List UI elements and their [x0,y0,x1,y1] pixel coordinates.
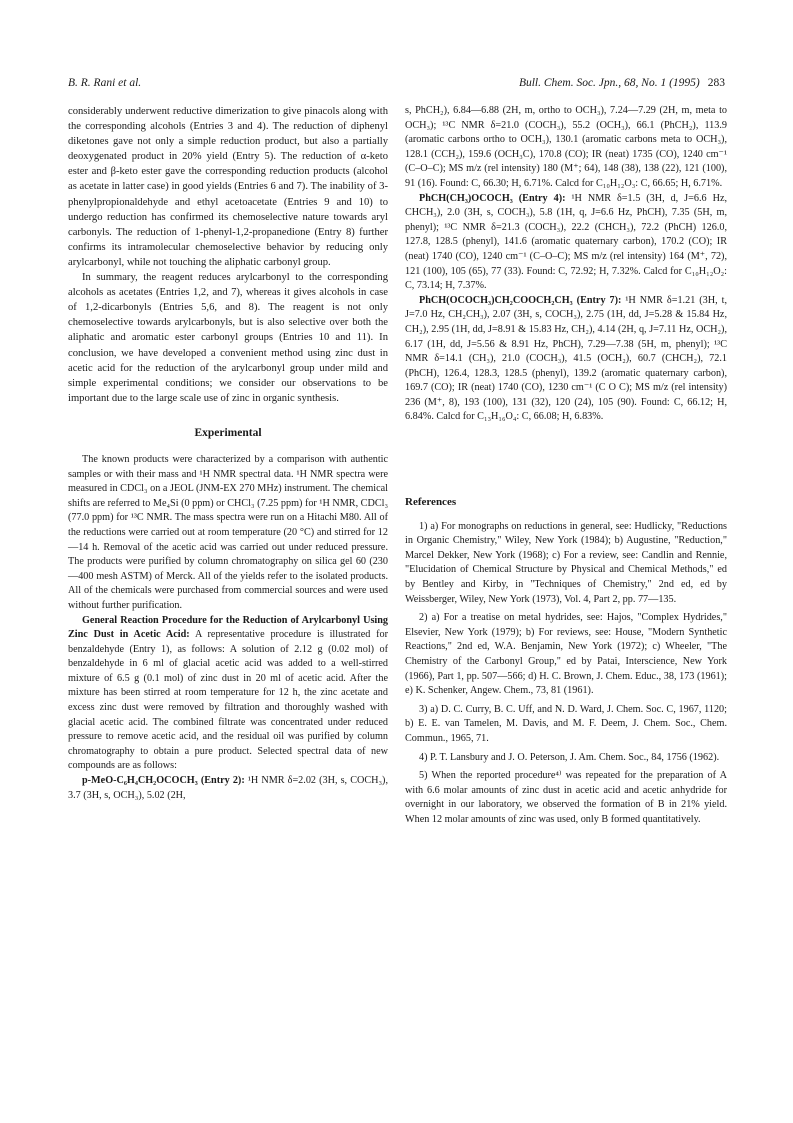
entry-4-heading: PhCH(CH₃)OCOCH₃ (Entry 4): [419,192,566,204]
entry-2-heading: p-MeO-C₆H₄CH₂OCOCH₃ (Entry 2): [82,775,245,787]
entry-2-text: ¹H NMR δ=2.02 (3H, s, COCH₃), 3.7 (3H, s, OCH₃), 5.02 (2H, [68,775,388,801]
running-header-authors: B. R. Rani et al. [68,77,142,89]
summary-paragraph: In summary, the reagent reduces arylcarbonyl to the corresponding alcohols as acetates (Entries 1,2, and 7), whereas it gives alcohols in case of 1,2-dicarbonyls (Entries 5,6, and 8). The reagent is not only chemoselective towards arylcarbonyls, but is also selective over both the aliphatic and aromatic ester carbonyl groups (Entries 10 and 11). In conclusion, we have developed a convenient method using zinc dust in acetic acid for the reduction of the arylcarbonyl group under mild and simple experimental conditions; we consider our observations to be important due to the large scale use of zinc in organic synthesis. [68,272,388,404]
entry-7-heading: PhCH(OCOCH₃)CH₂COOCH₂CH₃ (Entry 7): [419,294,622,306]
reference-4: 4) P. T. Lansbury and J. O. Peterson, J. Am. Chem. Soc., 84, 1756 (1962). [419,751,720,763]
body-paragraph-1: considerably underwent reductive dimerization to give pinacols along with the corresponding alcohols (Entries 3 and 4). The reduction of diphenyl diketones gave not only a simple reduction product, but also a partially deoxygenated product in 20% yield (Entry 5). The reduction of α-keto ester and β-keto ester gave the corresponding reduction products (alcohol as acetate in latter case) in good yields (Entries 6 and 7). The inability of 3-phenylpropionaldehyde and ethyl acetoacetate (Entries 9 and 10) to undergo reduction has confirmed its chemoselective nature towards aryl carbonyls. The reduction of 1-phenyl-1,2-propanedione (Entry 8) further confirms its intramolecular chemoselective behavior by reducing only arylcarbonyl, while not touching the aliphatic carbonyl group. [68,106,388,268]
entry-2-paragraph [68,774,388,803]
reference-1: 1) a) For monographs on reductions in general, see: Hudlicky, "Reductions in Organic Chemistry," Wiley, New York (1984); b) Augustine, "Reduction," Marcel Dekker, New York (1968); c) For a review, see: Candlin and Rennie, "Elucidation of Chemical Structure by Physical and Chemical Methods," ed by Bentley and Kirby, in "Techniques of Chemistry," 2nd ed, ed by Weissberger, Wiley, New York (1973), Vol. 4, Part 2, pp. 77—135. [405,520,727,605]
page-number: 283 [707,77,725,89]
entry-7-text: ¹H NMR δ=1.21 (3H, t, J=7.0 Hz, CH₂CH₃), 2.07 (3H, s, COCH₃), 2.75 (1H, dd, J=5.28 & 15.84 Hz, CH₂), 2.95 (1H, dd, J=8.91 & 15.83 Hz, CH₂), 4.14 (2H, q, J=7.11 Hz, OCH₂), 6.17 (1H, dd, J=5.56 & 8.91 Hz, PhCH), 7.29—7.38 (5H, m, phenyl); ¹³C NMR δ=14.1 (CH₃), 21.0 (COCH₃), 41.5 (OCH₂), 60.7 (CHCH₂), 72.1 (PhCH), 126.4, 128.3, 128.5 (phenyl), 139.2 (aromatic quaternary carbon), 169.7 (CO); IR (neat) 1740 (CO), 1230 cm⁻¹ (C O C); MS m/z (rel intensity) 236 (M⁺, 8), 193 (100), 131 (32), 120 (24), 105 (90). Found: C, 66.12; H, 6.84%. Calcd for C₁₃H₁₆O₄: C, 66.08; H, 6.83%. [405,294,727,423]
running-header-journal [420,77,725,89]
general-procedure-paragraph [68,614,388,775]
reference-2: 2) a) For a treatise on metal hydrides, see: Hajos, "Complex Hydrides," Elsevier, New York (1979); b) For reviews, see: House, "Modern Synthetic Reactions," 2nd ed, W.A. Benjamin, New York (1972); c) Wheeler, "The Chemistry of the Carbonyl Group," ed by Patai, Interscience, New York (1966), Part 1, pp. 507—566; d) H. C. Brown, J. Chem. Educ., 38, 173 (1961); e) K. Schenker, Angew. Chem., 73, 81 (1961). [405,612,727,697]
journal-citation: Bull. Chem. Soc. Jpn., 68, No. 1 (1995) [518,77,700,89]
section-title-experimental: Experimental [194,426,262,439]
entry-4-paragraph [405,192,727,294]
entry-7-paragraph [405,294,727,425]
experimental-paragraph: The known products were characterized by a comparison with authentic samples or with their mass and ¹H NMR spectral data. ¹H NMR spectra were measured in CDCl₃ on a JEOL (JNM-EX 270 MHz) instrument. The chemical shifts are referred to Me₄Si (0 ppm) or CHCl₃ (7.25 ppm) for ¹H NMR, CDCl₃ (77.0 ppm) for ¹³C NMR. The mass spectra were run on a Hitachi M80. All of the reductions were carried out at room temperature (20 °C) and stirred for 12—14 h. Removal of the acetic acid was carried out under reduced pressure. The products were purified by column chromatography on silica gel 60 (230—400 mesh ASTM) of Merck. All of the yields refer to the isolated products. All of the chemicals were purchased from commercial sources and were used without further purification. [68,453,388,611]
procedure-heading: General Reaction Procedure for the Reduction of Arylcarbonyl Using Zinc Dust in Acetic Acid: [68,614,388,641]
entry-2-continued: s, PhCH₂), 6.84—6.88 (2H, m, ortho to OCH₃), 7.24—7.29 (2H, m, meta to OCH₃); ¹³C NMR δ=21.0 (COCH₃), 55.2 (OCH₃), 66.1 (PhCH₂), 113.9 (aromatic carbons ortho to OCH₃), 130.1 (aromatic carbons meta to OCH₃), 128.1 (CCH₂), 159.6 (OCH₃C), 170.8 (CO); IR (neat) 1735 (CO), 1240 cm⁻¹ (C–O–C); MS m/z (rel intensity) 180 (M⁺; 64), 148 (38), 138 (22), 121 (100), 91 (16). Found: C, 66.30; H, 6.71%. Calcd for C₁₀H₁₂O₃: C, 66.65; H, 6.71%. [405,105,727,189]
right-column [405,104,727,832]
reference-5: 5) When the reported procedure⁴⁾ was repeated for the preparation of A with 6.6 molar amounts of zinc dust in acetic acid and acetic anhydride for overnight in our laboratory, we observed the formation of B in 21% yield. When 12 molar amounts of zinc was used, only B formed quantitatively. [405,770,727,825]
procedure-text: A representative procedure is illustrated for benzaldehyde (Entry 1), as follows: A solution of 2.12 g (0.02 mol) of benzaldehyde in 6 ml of glacial acetic acid was added to a well-stirred mixture of 6.5 g (0.1 mol) of zinc dust in 20 ml of acetic acid. After the mixture has been stirred at room temperature for 12 h, the zinc acetate and excess zinc dust were removed by filtration and thoroughly washed with glacial acetic acid. The combined filtrate was concentrated under reduced pressure to remove acetic acid, and the residual oil was purified by column chromatography to obtain a pure product. Selected spectral data of new compounds are as follows: [68,629,389,772]
entry-4-text: ¹H NMR δ=1.5 (3H, d, J=6.6 Hz, CHCH₃), 2.0 (3H, s, COCH₃), 5.8 (1H, q, J=6.6 Hz, PhCH), 7.35 (5H, m, phenyl); ¹³C NMR δ=21.3 (COCH₃), 22.2 (CHCH₃), 72.2 (PhCH) 126.0, 127.8, 128.5 (phenyl), 141.6 (aromatic quaternary carbon), 170.2 (CO); IR (neat) 1740 (CO), 1240 cm⁻¹ (C–O–C); MS m/z (rel intensity) 164 (M⁺, 72), 121 (100), 105 (65), 77 (33). Found: C, 72.92; H, 7.32%. Calcd for C₁₀H₁₂O₂: C, 73.14; H, 7.37%. [405,192,728,292]
references-heading: References [405,496,457,509]
reference-3: 3) a) D. C. Curry, B. C. Uff, and N. D. Ward, J. Chem. Soc. C, 1967, 1120; b) E. E. van Tamelen, M. Davis, and M. F. Deem, J. Chem. Soc., Chem. Commun., 1965, 71. [405,703,727,744]
left-column [68,104,388,803]
